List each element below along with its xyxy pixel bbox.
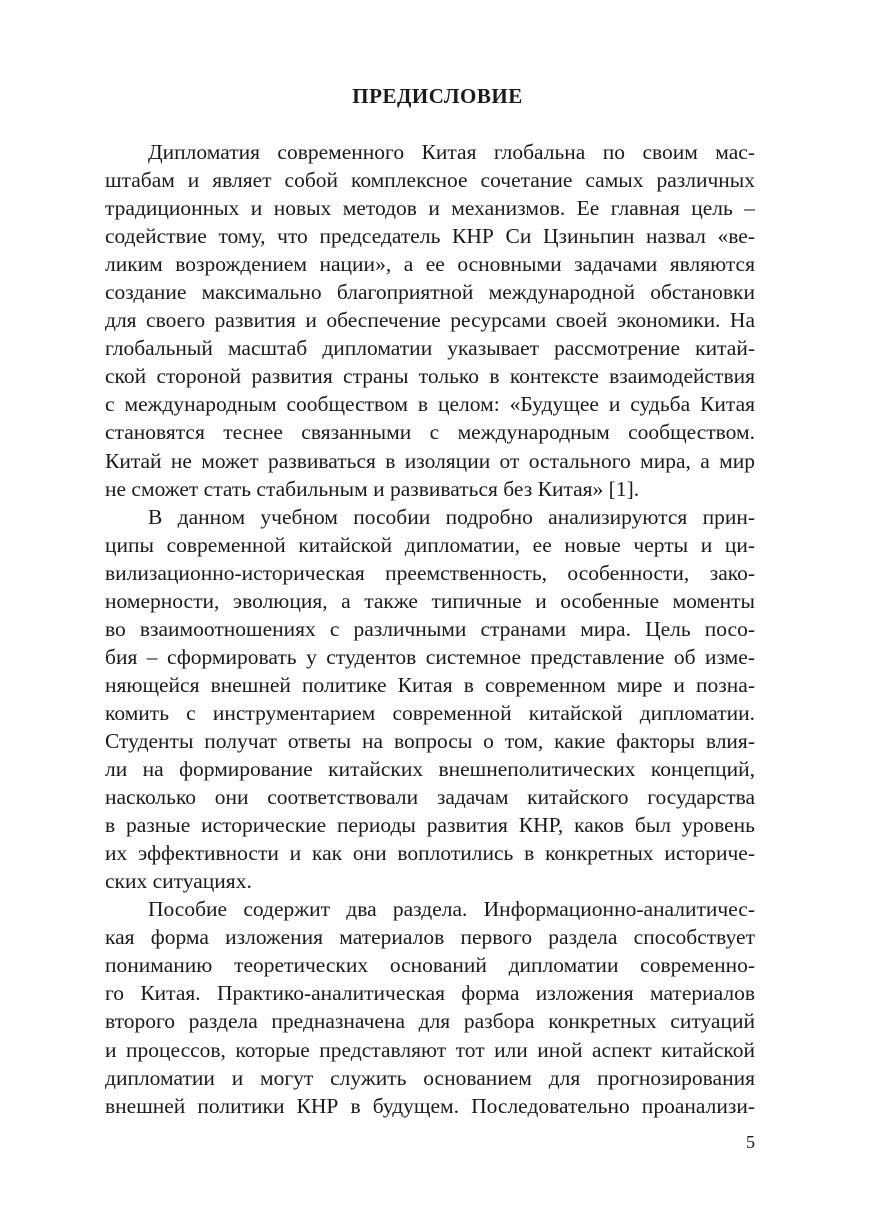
text-line: го Китая. Практико-аналитическая форма изложения материалов	[105, 981, 755, 1006]
text-line: вилизационно-историческая преемственность, особенности, зако-	[105, 560, 755, 585]
text-line: их эффективности и как они воплотились в конкретных историче-	[105, 841, 755, 866]
text-line: Дипломатия современного Китая глобальна по своим мас-	[148, 140, 755, 164]
text-line: номерности, эволюция, а также типичные и особенные моменты	[105, 588, 755, 613]
text-line: внешней политики КНР в будущем. Последовательно проанализи-	[105, 1093, 755, 1118]
text-line: штабам и являет собой комплексное сочетание самых различных	[105, 168, 755, 193]
text-line: ских ситуациях.	[105, 869, 252, 894]
text-line: ской стороной развития страны только в контексте взаимодействия	[105, 364, 755, 389]
text-line: кая форма изложения материалов первого раздела способствует	[105, 925, 755, 950]
text-line: Пособие содержит два раздела. Информационно-аналитичес-	[148, 897, 755, 922]
text-line: комить с инструментарием современной китайской дипломатии.	[105, 700, 755, 725]
text-line: ципы современной китайской дипломатии, ее новые черты и ци-	[105, 532, 755, 557]
text-line: пониманию теоретических оснований дипломатии современно-	[105, 953, 755, 978]
text-line: в разные исторические периоды развития КНР, каков был уровень	[105, 813, 755, 838]
text-line: ли на формирование китайских внешнеполитических концепций,	[105, 757, 755, 782]
text-line: Студенты получат ответы на вопросы о том, какие факторы влия-	[105, 728, 755, 753]
text-line: насколько они соответствовали задачам китайского государства	[105, 785, 755, 810]
text-line: второго раздела предназначена для разбора конкретных ситуаций	[105, 1009, 755, 1034]
text-line: дипломатии и могут служить основанием для прогнозирования	[105, 1065, 755, 1090]
text-line: содействие тому, что председатель КНР Си Цзиньпин назвал «ве-	[105, 224, 755, 249]
page-title: ПРЕДИСЛОВИЕ	[352, 84, 523, 108]
page-number: 5	[746, 1132, 755, 1152]
text-line: няющейся внешней политике Китая в современном мире и позна-	[105, 672, 755, 697]
text-line: Китай не может развиваться в изоляции от остального мира, а мир	[105, 448, 755, 473]
text-line: и процессов, которые представляют тот или иной аспект китайской	[105, 1037, 755, 1062]
text-line: для своего развития и обеспечение ресурсами своей экономики. На	[105, 308, 755, 333]
text-line: глобальный масштаб дипломатии указывает рассмотрение китай-	[105, 336, 755, 361]
text-line: ликим возрождением нации», а ее основными задачами являются	[105, 252, 755, 277]
text-line: создание максимально благоприятной международной обстановки	[105, 280, 755, 305]
text-line: становятся теснее связанными с международным сообществом.	[105, 420, 755, 445]
text-line: не сможет стать стабильным и развиваться без Китая» [1].	[105, 476, 640, 501]
text-line: во взаимоотношениях с различными странами мира. Цель посо-	[105, 616, 755, 641]
text-line: с международным сообществом в целом: «Будущее и судьба Китая	[105, 392, 755, 417]
text-line: В данном учебном пособии подробно анализируются прин-	[148, 504, 755, 529]
text-line: бия – сформировать у студентов системное представление об изме-	[105, 644, 755, 669]
text-line: традиционных и новых методов и механизмов. Ее главная цель –	[105, 196, 755, 221]
body-text	[105, 138, 755, 1120]
